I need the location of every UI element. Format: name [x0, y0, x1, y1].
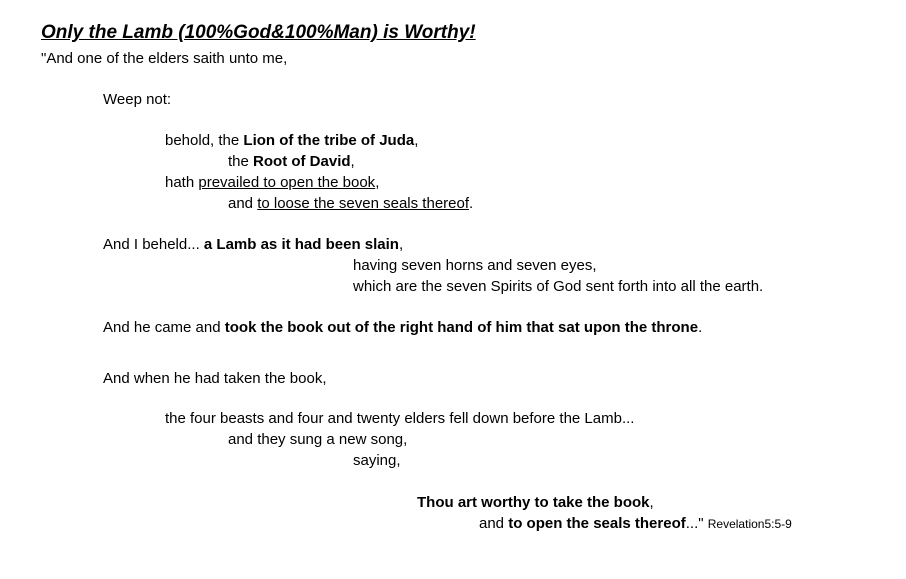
verse-line-taken-book [103, 370, 327, 388]
verse-line-weep-not [103, 91, 171, 109]
verse-text: which are the seven Spirits of God sent forth into all the earth. [353, 278, 764, 295]
verse-text: "And one of the elders saith unto me, [41, 50, 288, 67]
verse-text: saying, [353, 452, 401, 469]
verse-text: and [228, 195, 258, 212]
verse-line-root [228, 153, 355, 171]
verse-emphasis: took the book out of the right hand of him that sat upon the throne [224, 319, 699, 336]
page-title: Only the Lamb (100%God&100%Man) is Worthy! [41, 22, 476, 43]
verse-line-lion [165, 132, 418, 150]
verse-line-thou-art-worthy [417, 494, 654, 512]
verse-text: , [414, 132, 419, 149]
verse-line-open-seals [479, 515, 792, 533]
verse-text: ..." [685, 515, 704, 532]
verse-emphasis: Thou art worthy to take the book [417, 494, 650, 511]
verse-text: , [350, 153, 355, 170]
verse-line-took-book [103, 319, 702, 337]
verse-text: , [398, 236, 404, 253]
verse-emphasis: Root of David [253, 153, 351, 170]
verse-text: . [698, 319, 703, 336]
verse-line-horns-eyes [353, 257, 597, 275]
verse-text: And when he had taken the book, [103, 370, 327, 387]
verse-text: and they sung a new song, [228, 431, 408, 448]
verse-underline: to loose the seven seals thereof [257, 195, 470, 212]
verse-line-prevailed [165, 174, 379, 192]
verse-emphasis: a Lamb as it had been slain [203, 236, 399, 253]
verse-text: and [479, 515, 509, 532]
verse-line-lamb-slain [103, 236, 403, 254]
verse-line-spirits [353, 278, 763, 296]
verse-emphasis: to open the seals thereof [508, 515, 686, 532]
verse-underline: prevailed to open the book [198, 174, 376, 191]
verse-text: Weep not: [103, 91, 172, 108]
verse-line-loose-seals [228, 195, 473, 213]
verse-text: . [469, 195, 474, 212]
verse-line-elders [41, 50, 287, 68]
verse-text: behold, the [165, 132, 244, 149]
verse-line-four-beasts [165, 410, 634, 428]
verse-text: , [375, 174, 380, 191]
verse-text: And he came and [103, 319, 225, 336]
verse-emphasis: Lion of the tribe of Juda [243, 132, 415, 149]
verse-text: having seven horns and seven eyes, [353, 257, 597, 274]
verse-text: the four beasts and four and twenty elders fell down before the Lamb... [165, 410, 635, 427]
verse-text: hath [165, 174, 199, 191]
verse-text: , [649, 494, 654, 511]
scripture-reference: Revelation5:5-9 [707, 517, 792, 531]
verse-text: And I beheld... [103, 236, 204, 253]
verse-line-saying [353, 452, 401, 470]
verse-line-new-song [228, 431, 407, 449]
verse-text: the [228, 153, 254, 170]
